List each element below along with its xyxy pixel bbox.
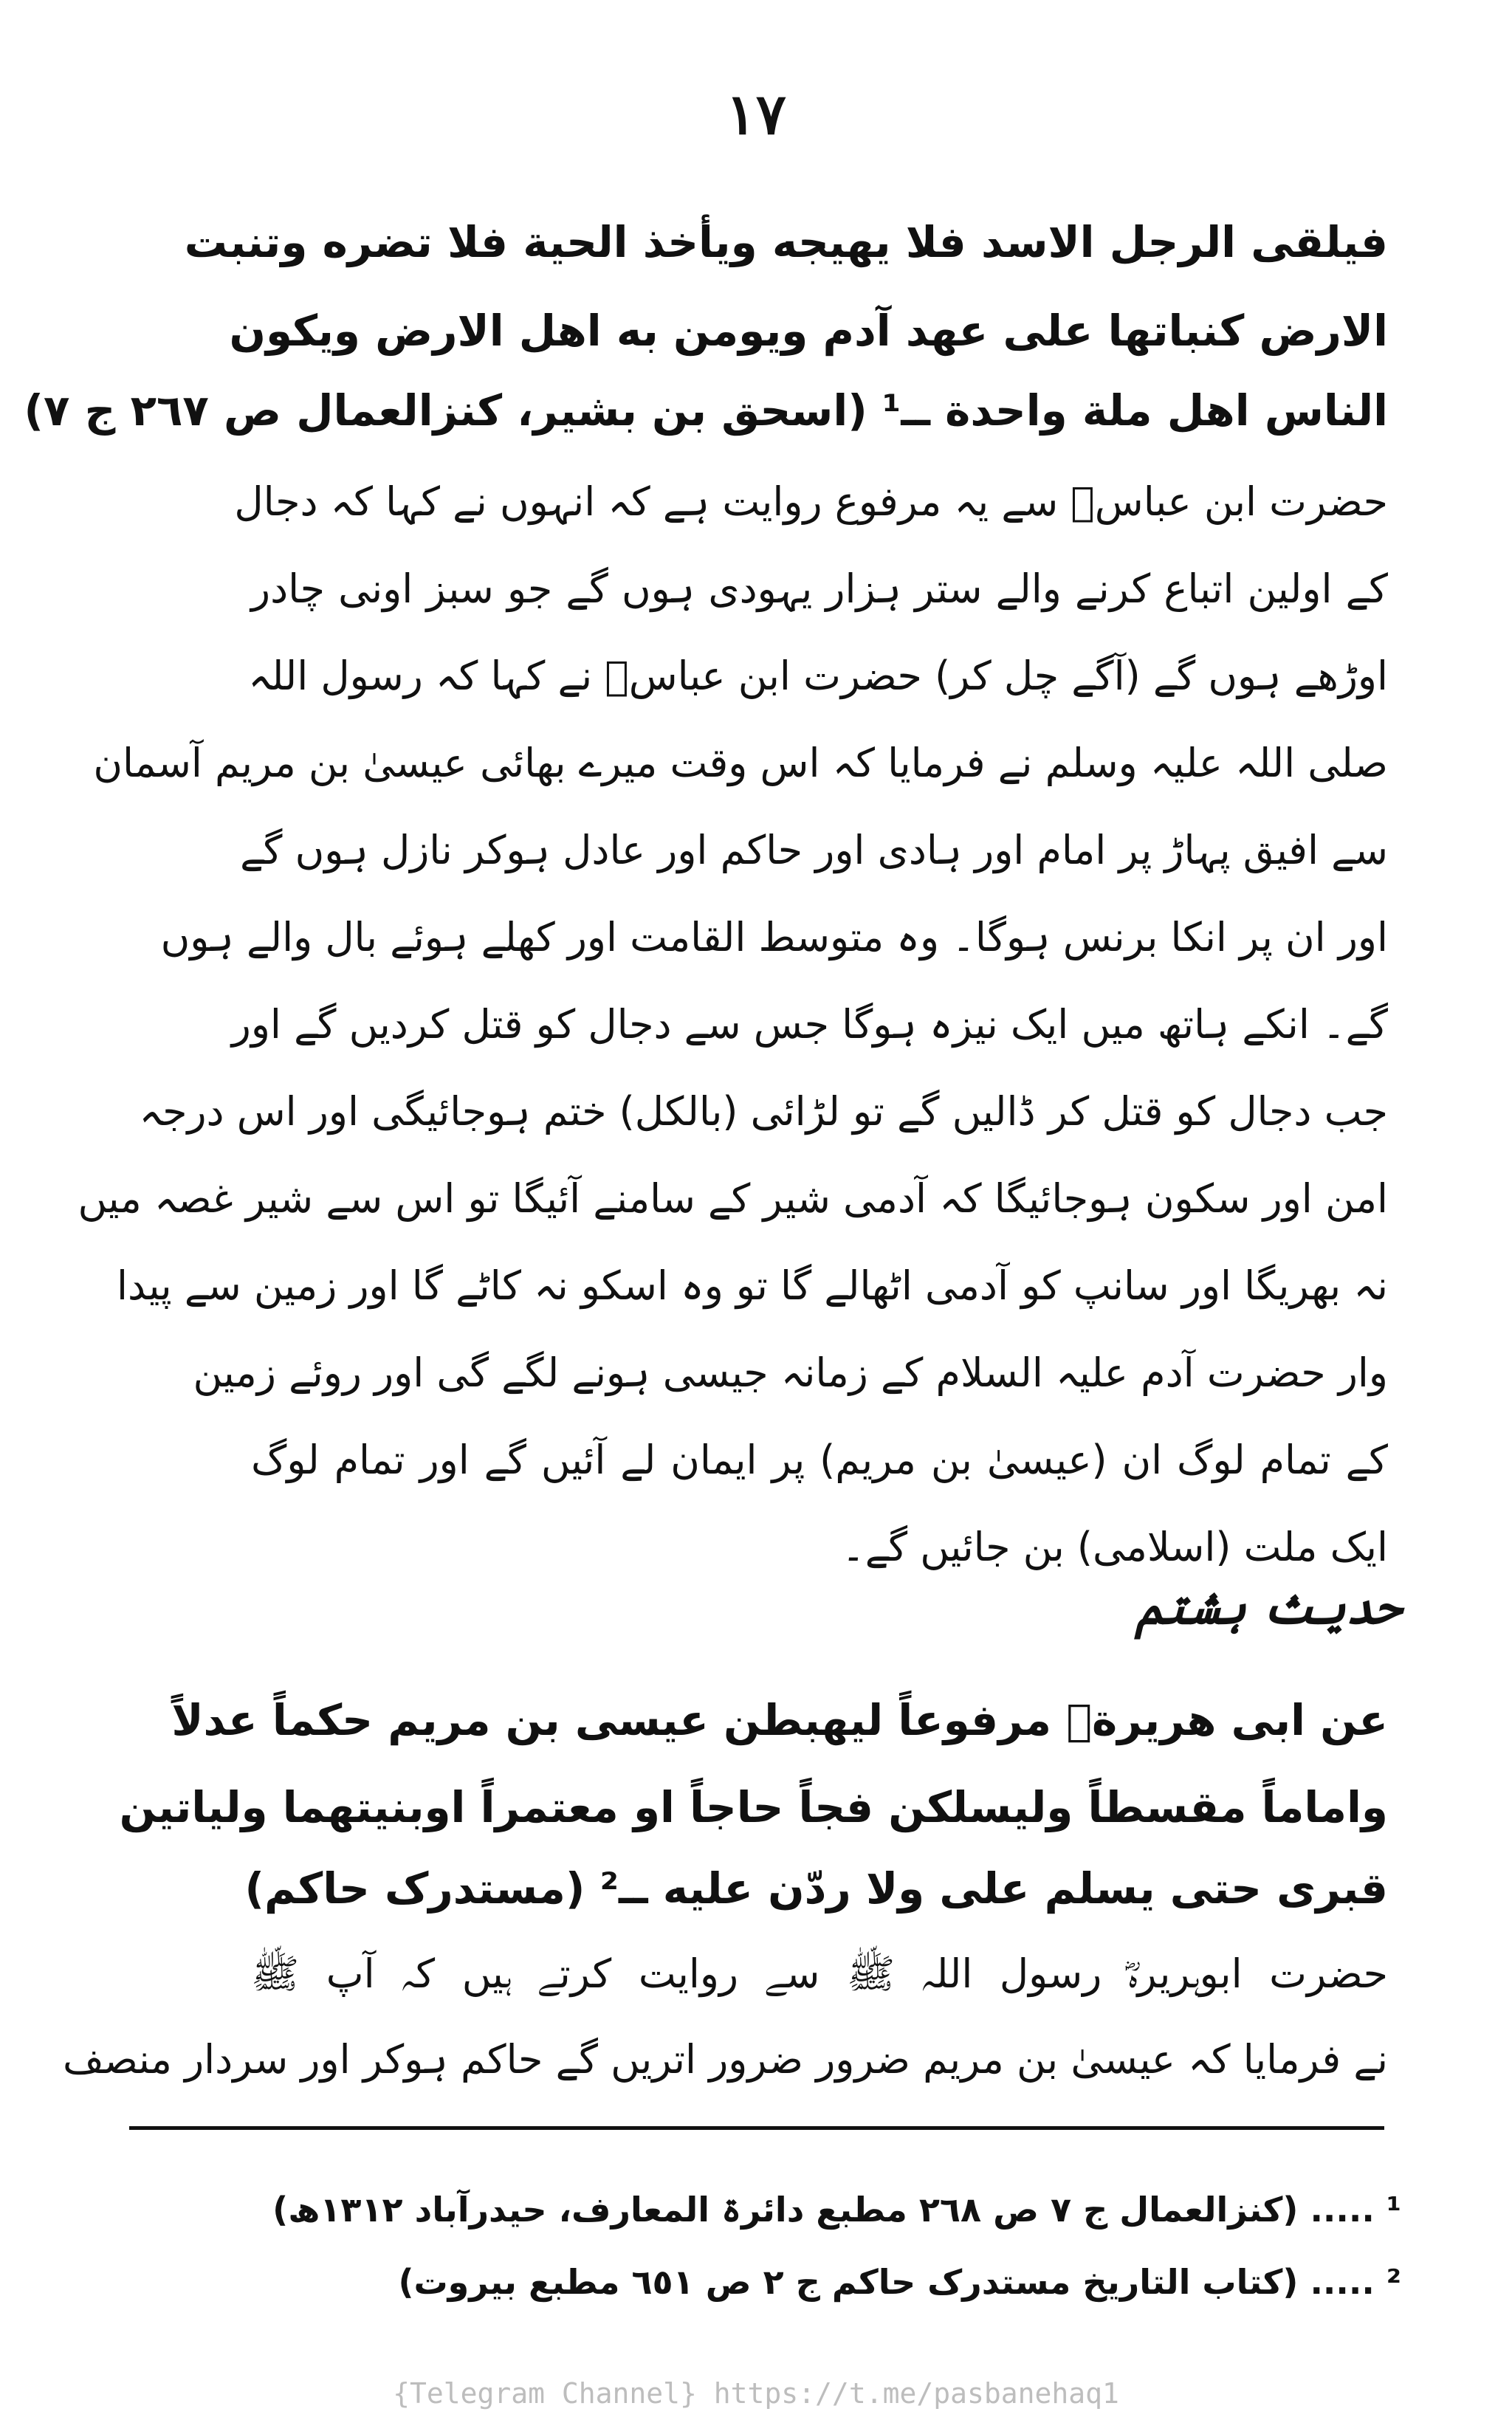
arabic-text-line: واماماً مقسطاً وليسلكن فجاً حاجاً او معتمراً اوبنيتهما ولياتين xyxy=(119,1782,1388,1832)
arabic-text-line: الارض كنباتها على عهد آدم ويومن به اهل الارض ويكون xyxy=(229,306,1388,356)
watermark-text: {Telegram Channel} https://t.me/pasbanehaq1 xyxy=(393,2377,1119,2410)
arabic-text-line: عن ابی هريرةؓ مرفوعاً ليهبطن عيسى بن مريم حكماً عدلاً xyxy=(171,1695,1388,1745)
arabic-text-line: فيلقى الرجل الاسد فلا يهيجه ويأخذ الحية فلا تضره وتنبت xyxy=(184,217,1388,267)
urdu-text-line: سے افیق پہاڑ پر امام اور ہادی اور حاکم اور عادل ہوکر نازل ہوں گے xyxy=(240,827,1388,873)
page-number: ١٧ xyxy=(726,81,786,147)
arabic-text-line: الناس اهل ملة واحدة ــ¹ (اسحق بن بشیر، کنزالعمال ص ٢٦٧ ج ٧) xyxy=(24,385,1388,436)
urdu-text-line: جب دجال کو قتل کر ڈالیں گے تو لڑائی (بالکل) ختم ہوجائیگی اور اس درجہ xyxy=(139,1088,1388,1135)
arabic-text-line: قبرى حتى يسلم على ولا ردّن عليه ــ² (مستدرک حاکم) xyxy=(244,1863,1388,1914)
section-heading: حدیث ہشتم xyxy=(1135,1581,1401,1635)
urdu-text-line: نے فرمایا کہ عیسیٰ بن مریم ضرور ضرور اتریں گے حاکم ہوکر اور سردار منصف xyxy=(62,2036,1388,2083)
footnote: ² ..... (کتاب التاریخ مستدرک حاکم ج ٢ ص ٦٥١ مطبع بیروت) xyxy=(398,2262,1401,2302)
urdu-text-line: امن اور سکون ہوجائیگا کہ آدمی شیر کے سامنے آئیگا تو اس سے شیر غصہ میں xyxy=(78,1175,1388,1222)
urdu-text-line: حضرت ابوہریرہؓ رسول اللہ ﷺ سے روایت کرتے ہیں کہ آپ ﷺ xyxy=(251,1950,1388,1997)
urdu-text-line: ایک ملت (اسلامی) بن جائیں گے۔ xyxy=(842,1524,1388,1570)
urdu-text-line: نہ بھریگا اور سانپ کو آدمی اٹھالے گا تو وہ اسکو نہ کاٹے گا اور زمین سے پیدا xyxy=(116,1262,1388,1309)
urdu-text-line: کے تمام لوگ ان (عیسیٰ بن مریم) پر ایمان لے آئیں گے اور تمام لوگ xyxy=(251,1437,1388,1483)
urdu-text-line: اوڑھے ہوں گے (آگے چل کر) حضرت ابن عباسؓ نے کہا کہ رسول اللہ xyxy=(248,653,1388,699)
footnote-divider xyxy=(129,2126,1384,2130)
urdu-text-line: حضرت ابن عباسؓ سے یہ مرفوع روایت ہے کہ انہوں نے کہا کہ دجال xyxy=(234,478,1388,525)
urdu-text-line: کے اولین اتباع کرنے والے ستر ہزار یہودی ہوں گے جو سبز اونی چادر xyxy=(251,566,1388,612)
urdu-text-line: اور ان پر انکا برنس ہوگا۔ وہ متوسط القامت اور کھلے ہوئے بال والے ہوں xyxy=(160,914,1388,960)
footnote: ¹ ..... (کنزالعمال ج ٧ ص ٢٦٨ مطبع دائرۃ المعارف، حیدرآباد ١٣١٢ھ) xyxy=(272,2190,1401,2230)
urdu-text-line: صلی اللہ علیہ وسلم نے فرمایا کہ اس وقت میرے بھائی عیسیٰ بن مریم آسمان xyxy=(93,740,1388,786)
urdu-text-line: گے۔ انکے ہاتھ میں ایک نیزہ ہوگا جس سے دجال کو قتل کردیں گے اور xyxy=(231,1001,1388,1048)
urdu-text-line: وار حضرت آدم علیہ السلام کے زمانہ جیسی ہونے لگے گی اور روئے زمین xyxy=(193,1350,1388,1396)
